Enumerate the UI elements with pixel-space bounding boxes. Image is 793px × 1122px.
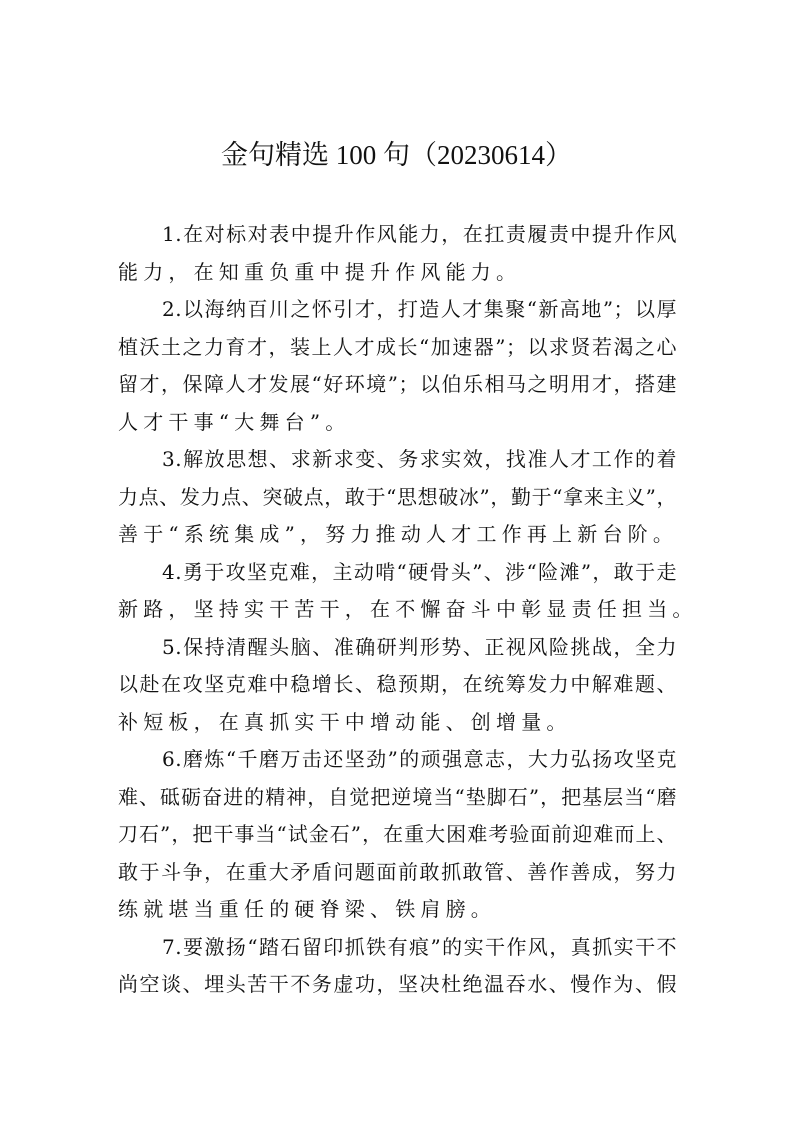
- paragraph-2: [118, 291, 677, 441]
- text-line: 4.勇于攻坚克难，主动啃“硬骨头”、涉“险滩”，敢于走: [162, 559, 677, 584]
- paragraph-7: [118, 929, 677, 1004]
- paragraph-1: [118, 216, 677, 291]
- text-line: 善于“系统集成”，努力推动人才工作再上新台阶。: [118, 522, 679, 546]
- text-line: 难、砥砺奋进的精神，自觉把逆境当“垫脚石”，把基层当“磨: [118, 784, 677, 809]
- text-line: 5.保持清醒头脑、准确研判形势、正视风险挑战，全力: [162, 634, 677, 659]
- text-line: 植沃土之力育才，装上人才成长“加速器”；以求贤若渴之心: [118, 334, 677, 359]
- document-body: [118, 216, 698, 1004]
- paragraph-5: [118, 629, 677, 742]
- document-title: 金句精选 100 句（20230614）: [221, 140, 572, 170]
- paragraph-6: [118, 741, 677, 929]
- text-line: 2.以海纳百川之怀引才，打造人才集聚“新高地”；以厚: [162, 297, 677, 321]
- text-line: 练就堪当重任的硬脊梁、铁肩膀。: [118, 897, 496, 921]
- paragraph-3: [118, 441, 677, 554]
- text-line: 敢于斗争，在重大矛盾问题面前敢抓敢管、善作善成，努力: [118, 859, 677, 884]
- text-line: 人才干事“大舞台”。: [118, 409, 351, 434]
- text-line: 1.在对标对表中提升作风能力，在扛责履责中提升作风: [162, 222, 677, 246]
- text-line: 能力，在知重负重中提升作风能力。: [118, 259, 522, 284]
- text-line: 留才，保障人才发展“好环境”；以伯乐相马之明用才，搭建: [118, 372, 677, 396]
- text-line: 7.要激扬“踏石留印抓铁有痕”的实干作风，真抓实干不: [162, 934, 677, 959]
- text-line: 力点、发力点、突破点，敢于“思想破冰”，勤于“拿来主义”，: [118, 484, 677, 509]
- paragraph-4: [118, 554, 698, 629]
- text-line: 6.磨炼“千磨万击还坚劲”的顽强意志，大力弘扬攻坚克: [162, 747, 677, 771]
- text-line: 3.解放思想、求新求变、务求实效，找准人才工作的着: [162, 447, 677, 471]
- text-line: 补短板，在真抓实干中增动能、创增量。: [118, 709, 572, 734]
- text-line: 刀石”，把干事当“试金石”，在重大困难考验面前迎难而上、: [118, 822, 677, 846]
- text-line: 尚空谈、埋头苦干不务虚功，坚决杜绝温吞水、慢作为、假: [118, 972, 677, 996]
- text-line: 新路，坚持实干苦干，在不懈奋斗中彰显责任担当。: [118, 597, 698, 621]
- text-line: 以赴在攻坚克难中稳增长、稳预期，在统筹发力中解难题、: [118, 672, 677, 696]
